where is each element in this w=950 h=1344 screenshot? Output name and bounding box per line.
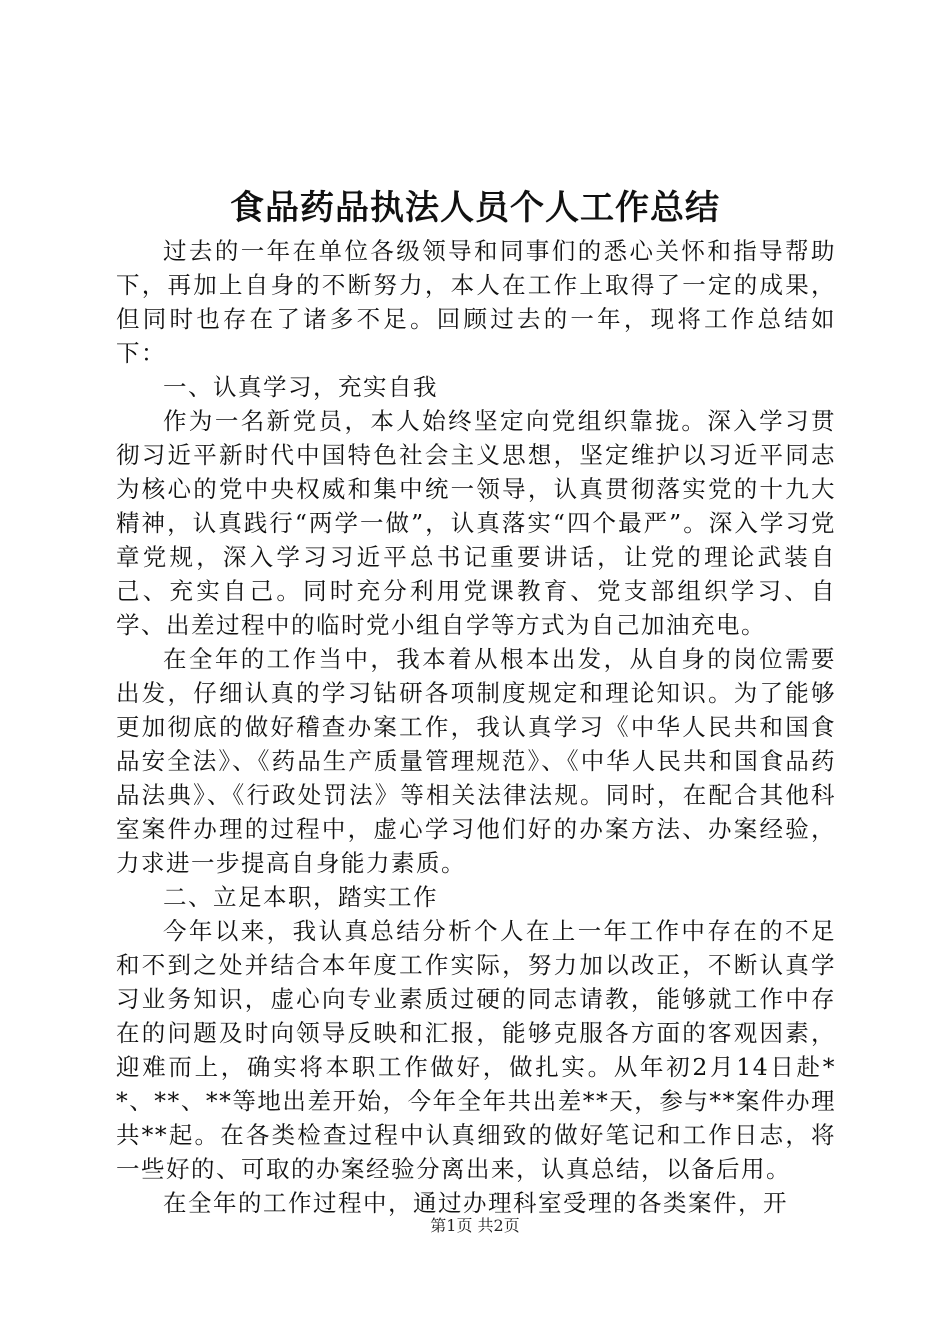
paragraph-work-summary: 今年以来，我认真总结分析个人在上一年工作中存在的不足和不到之处并结合本年度工作实际，努力加以改正，不断认真学习业务知识，虚心向专业素质过硬的同志请教，能够就工作中存在的问题及时向领导反映和汇报，能够克服各方面的客观因素，迎难而上，确实将本职工作做好，做扎实。从年初2月14日赴**、**、**等地出差开始，今年全年共出差**天，参与**案件办理共**起。在各类检查过程中认真细致的做好笔记和工作日志，将一些好的、可取的办案经验分离出来，认真总结，以备后用。 bbox=[116, 917, 836, 1183]
section-heading-2: 二、立足本职，踏实工作 bbox=[163, 883, 438, 911]
document-title: 食品药品执法人员个人工作总结 bbox=[230, 188, 720, 228]
paragraph-intro: 过去的一年在单位各级领导和同事们的悉心关怀和指导帮助下，再加上自身的不断努力，本人在工作上取得了一定的成果，但同时也存在了诸多不足。回顾过去的一年，现将工作总结如下： bbox=[116, 237, 836, 367]
paragraph-law-study: 在全年的工作当中，我本着从根本出发，从自身的岗位需要出发，仔细认真的学习钻研各项制度规定和理论知识。为了能够更加彻底的做好稽查办案工作，我认真学习《中华人民共和国食品安全法》、《药品生产质量管理规范》、《中华人民共和国食品药品法典》、《行政处罚法》等相关法律法规。同时，在配合其他科室案件办理的过程中，虚心学习他们好的办案方法、办案经验，力求进一步提高自身能力素质。 bbox=[116, 645, 836, 877]
paragraph-case-handling: 在全年的工作过程中，通过办理科室受理的各类案件，开 bbox=[163, 1189, 788, 1217]
page-number-footer: 第1页 共2页 bbox=[430, 1216, 520, 1235]
document-body bbox=[116, 234, 836, 1220]
section-heading-1: 一、认真学习，充实自我 bbox=[163, 373, 438, 401]
paragraph-party-study: 作为一名新党员，本人始终坚定向党组织靠拢。深入学习贯彻习近平新时代中国特色社会主义思想，坚定维护以习近平同志为核心的党中央权威和集中统一领导，认真贯彻落实党的十九大精神，认真践行“两学一做”，认真落实“四个最严”。深入学习党章党规，深入学习习近平总书记重要讲话，让党的理论武装自己、充实自己。同时充分利用党课教育、党支部组织学习、自学、出差过程中的临时党小组自学等方式为自己加油充电。 bbox=[116, 407, 836, 639]
